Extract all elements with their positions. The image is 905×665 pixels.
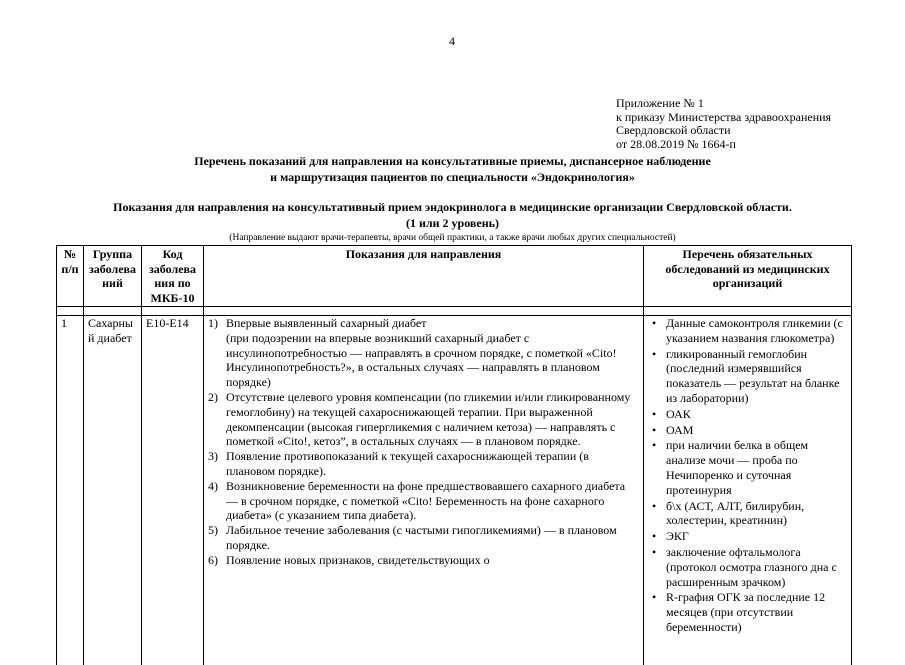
- header-code: Код заболева ния по МКБ-10: [142, 246, 204, 307]
- indication-item: [226, 449, 639, 479]
- row-indications: [204, 316, 644, 665]
- table-header-row: [57, 246, 852, 307]
- indication-item: [226, 390, 639, 449]
- appendix-block: [616, 97, 831, 152]
- indication-subtext: (при подозрении на впервые возникший сахарный диабет с инсулинопотребностью — направлять в срочном порядке, с пометкой «Cito!Инсулинопотребность?», в остальных случаях — направлять в плановом порядке): [226, 331, 639, 390]
- appendix-line: Свердловской области: [616, 124, 831, 138]
- exam-item: • ОАК: [666, 407, 847, 422]
- section-title: [80, 199, 825, 231]
- indication-number: 5): [208, 523, 224, 538]
- exam-item: • гликированный гемоглобин (последний измерявшийся показатель — результат на бланке из лаборатории): [666, 347, 847, 406]
- indication-item: [226, 523, 639, 553]
- exam-item: • Данные самоконтроля гликемии (с указанием названия глюкометра): [666, 316, 847, 346]
- table-spacer-row: [57, 307, 852, 316]
- appendix-line: Приложение № 1: [616, 97, 831, 111]
- indication-text: Отсутствие целевого уровня компенсации (по гликемии и/или гликированному гемоглобину) на текущей сахароснижающей терапии. При выраженной декомпенсации (высокая гипергликемия с наличием кетоза) — направлять с пометкой «Cito!, кетоз”, в остальных случаях — в плановом порядке.: [226, 390, 639, 449]
- document-title: [150, 153, 755, 185]
- exam-item: • б\х (АСТ, АЛТ, билирубин, холестерин, креатинин): [666, 499, 847, 529]
- exam-item: • R-графия ОГК за последние 12 месяцев (при отсутствии беременности): [666, 590, 847, 634]
- section-title-line: (1 или 2 уровень): [80, 215, 825, 231]
- indication-item: [226, 479, 639, 523]
- appendix-line: к приказу Министерства здравоохранения: [616, 111, 831, 125]
- header-group: Группа заболева ний: [84, 246, 142, 307]
- exam-item: • заключение офтальмолога (протокол осмотра глазного дна с расширенным зрачком): [666, 545, 847, 589]
- row-exams: [644, 316, 852, 665]
- header-exams: Перечень обязательных обследований из медицинских организаций: [644, 246, 852, 307]
- row-num: 1: [57, 316, 84, 665]
- page-number: 4: [440, 34, 464, 49]
- indication-number: 4): [208, 479, 224, 494]
- referral-note: (Направление выдают врачи-терапевты, врачи общей практики, а также врачи любых других специальностей): [150, 233, 755, 244]
- title-line: Перечень показаний для направления на консультативные приемы, диспансерное наблюдение: [150, 153, 755, 169]
- indication-number: 1): [208, 316, 224, 331]
- row-group: Сахарны й диабет: [84, 316, 142, 665]
- header-num: № п/п: [57, 246, 84, 307]
- indication-item: [226, 316, 639, 390]
- indication-text: Появление новых признаков, свидетельствующих о: [226, 553, 639, 568]
- title-line: и маршрутизация пациентов по специальности «Эндокринология»: [150, 169, 755, 185]
- header-indications: Показания для направления: [204, 246, 644, 307]
- indication-number: 2): [208, 390, 224, 405]
- row-code: Е10-Е14: [142, 316, 204, 665]
- indication-text: Впервые выявленный сахарный диабет: [226, 316, 639, 331]
- indication-item: [226, 553, 639, 568]
- indication-text: Возникновение беременности на фоне предшествовавшего сахарного диабета — в срочном порядке, с пометкой «Cito! Беременность на фоне сахарного диабета» (с указанием типа диабета).: [226, 479, 639, 523]
- appendix-line: от 28.08.2019 № 1664-п: [616, 138, 831, 152]
- table-row: [57, 316, 852, 665]
- exams-list: [648, 316, 847, 635]
- indications-list: [208, 316, 639, 568]
- exam-item: • ЭКГ: [666, 529, 847, 544]
- indication-text: Появление противопоказаний к текущей сахароснижающей терапии (в плановом порядке).: [226, 449, 639, 479]
- section-title-line: Показания для направления на консультативный прием эндокринолога в медицинские организации Свердловской области.: [80, 199, 825, 215]
- exam-item: • при наличии белка в общем анализе мочи — проба по Нечипоренко и суточная протеинурия: [666, 438, 847, 497]
- indication-text: Лабильное течение заболевания (с частыми гипогликемиями) — в плановом порядке.: [226, 523, 639, 553]
- indication-number: 6): [208, 553, 224, 568]
- indications-table: [56, 245, 852, 665]
- exam-item: • ОАМ: [666, 423, 847, 438]
- indication-number: 3): [208, 449, 224, 464]
